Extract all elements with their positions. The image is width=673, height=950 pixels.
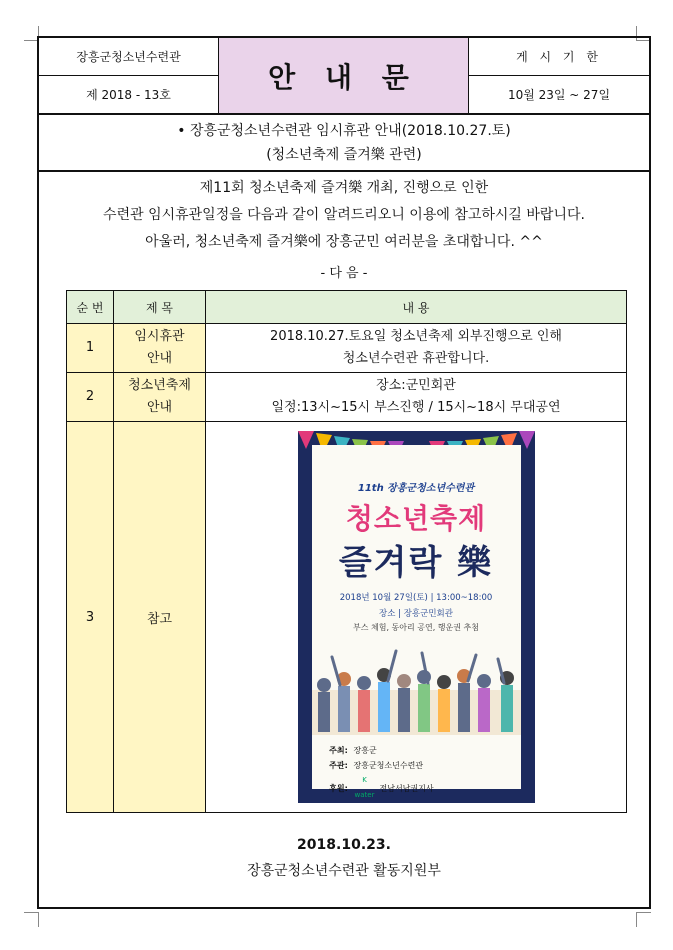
poster-place: 장소 | 장흥군민회관: [379, 609, 453, 619]
col-header-title: 제 목: [114, 291, 206, 324]
row-content-line: 2018.10.27.토요일 청소년축제 외부진행으로 인해: [270, 329, 562, 344]
row-title: 참고: [114, 422, 206, 813]
follows-heading: - 다 음 -: [320, 266, 368, 281]
table-row: [67, 324, 627, 373]
row-num: 2: [67, 373, 114, 422]
row-title-line: 안내: [146, 400, 173, 415]
credit-key: 주관:: [329, 761, 348, 770]
footer-date: 2018.10.23.: [297, 837, 391, 853]
poster-panel: [312, 445, 521, 799]
info-table: [66, 290, 627, 813]
row-content-line: 일정:13시~15시 부스진행 / 15시~18시 무대공연: [271, 400, 561, 415]
header-block: [39, 38, 649, 113]
kwater-logo: K water: [354, 776, 375, 799]
subject-line-1: • 장흥군청소년수련관 임시휴관 안내(2018.10.27.토): [177, 122, 511, 139]
credit-value: 장흥군: [353, 746, 377, 755]
row-title-line: 청소년축제: [128, 378, 191, 393]
crowd-illustration: [312, 635, 521, 735]
poster-edition: 11th 장흥군청소년수련관: [357, 483, 475, 494]
table-row: [67, 422, 627, 813]
poster-credits: [324, 743, 514, 803]
credit-row: [324, 758, 514, 773]
row-content: [206, 373, 627, 422]
col-header-content: 내 용: [206, 291, 627, 324]
poster-title-2: 즐겨락 樂: [338, 543, 494, 583]
row-content: [206, 324, 627, 373]
table-header-row: [67, 291, 627, 324]
subject-block: [39, 113, 649, 172]
row-content-line: 청소년수련관 휴관합니다.: [342, 351, 490, 366]
festival-poster: [298, 431, 535, 803]
col-header-num: 순 번: [67, 291, 114, 324]
credit-row: [324, 773, 514, 803]
crop-mark-bottom-left: [24, 912, 39, 927]
header-period: 10월 23일 ~ 27일: [507, 88, 611, 102]
credit-key: 후원:: [329, 783, 348, 793]
row-num: 3: [67, 422, 114, 813]
row-title-line: 임시휴관: [134, 329, 185, 344]
credit-key: 주최:: [329, 746, 348, 755]
footer-org: 장흥군청소년수련관 활동지원부: [247, 863, 441, 879]
intro-text: [39, 175, 649, 256]
header-org: 장흥군청소년수련관: [39, 38, 219, 76]
intro-line-2: 수련관 임시휴관일정을 다음과 같이 알려드리오니 이용에 참고하시길 바랍니다.: [103, 207, 585, 223]
row-title: [114, 373, 206, 422]
intro-line-3: 아울러, 청소년축제 즐겨樂에 장흥군민 여러분을 초대합니다. ^^: [145, 234, 543, 250]
row-title: [114, 324, 206, 373]
poster-date: 2018년 10월 27일(토) | 13:00~18:00: [339, 593, 493, 603]
credit-row: [324, 743, 514, 758]
row-content-line: 장소:군민회관: [376, 378, 456, 393]
table-row: [67, 373, 627, 422]
header-title: 안 내 문: [219, 38, 469, 113]
header-period-label: 게 시 기 한: [469, 38, 649, 76]
crop-mark-bottom-right: [636, 912, 651, 927]
row-title-line: 안내: [146, 351, 173, 366]
notice-sheet: [37, 36, 651, 909]
intro-line-1: 제11회 청소년축제 즐겨樂 개최, 진행으로 인한: [199, 180, 489, 196]
footer-block: [39, 832, 649, 884]
credit-value: 장흥군청소년수련관: [353, 761, 424, 770]
poster-title-1: 청소년축제: [345, 502, 487, 535]
credit-value: 전남서남권지사: [379, 783, 434, 793]
row-num: 1: [67, 324, 114, 373]
subject-line-2: (청소년축제 즐겨樂 관련): [266, 146, 422, 163]
row-content: [206, 422, 627, 813]
poster-program: 부스 체험, 동아리 공연, 행운권 추첨: [353, 623, 479, 632]
header-doc-number: 제 2018 - 13호: [39, 76, 219, 113]
